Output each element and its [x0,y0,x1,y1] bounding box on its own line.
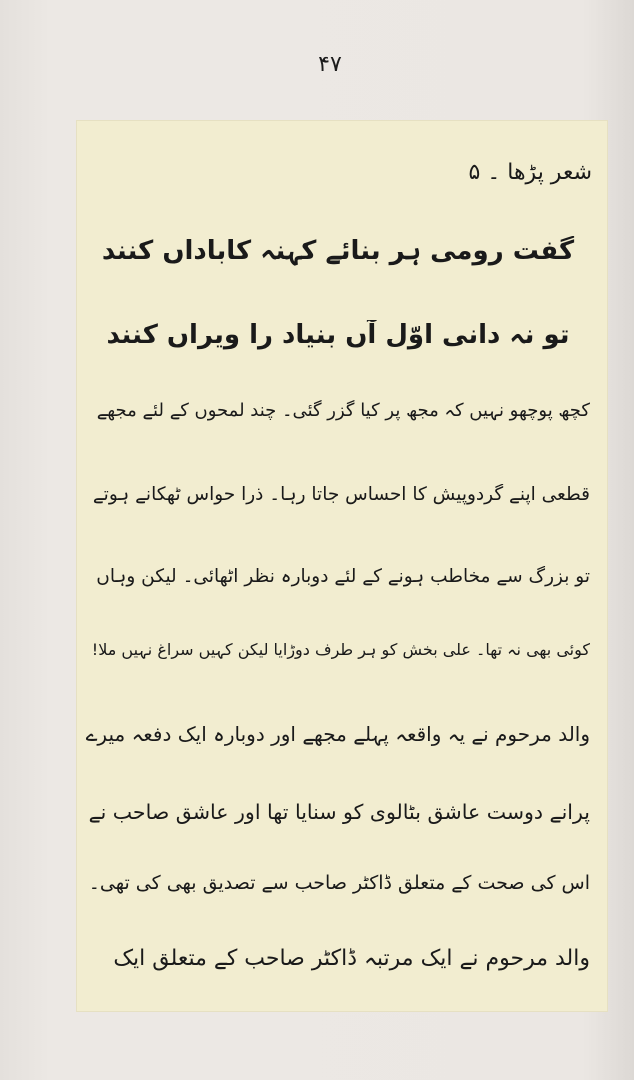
paragraph-line: اس کی صحت کے متعلق ڈاکٹر صاحب سے تصدیق بھی کی تھی۔ [88,872,590,894]
paragraph-line: والد مرحوم نے یہ واقعہ پہلے مجھے اور دوبارہ ایک دفعہ میرے [86,722,590,746]
paragraph-line: والد مرحوم نے ایک مرتبہ ڈاکٹر صاحب کے متعلق ایک [113,946,590,971]
verse-line-1: گفت رومی ہر بنائے کہنہ کاباداں کنند [101,236,575,266]
paragraph-line: کوئی بھی نہ تھا۔ علی بخش کو ہر طرف دوڑایا لیکن کہیں سراغ نہیں ملا! [91,640,590,659]
paragraph-line: پرانے دوست عاشق بٹالوی کو سنایا تھا اور عاشق صاحب نے [88,800,590,824]
page-number: ۴۷ [318,52,342,77]
section-heading: شعر پڑھا ۔ ۵ [468,160,592,185]
paragraph-line: تو بزرگ سے مخاطب ہونے کے لئے دوبارہ نظر اٹھائی۔ لیکن وہاں [96,566,590,587]
paragraph-line: کچھ پوچھو نہیں کہ مجھ پر کیا گزر گئی۔ چند لمحوں کے لئے مجھے [96,400,590,421]
paragraph-line: قطعی اپنے گردوپیش کا احساس جاتا رہا۔ ذرا حواس ٹھکانے ہوتے [92,484,590,505]
verse-line-2: تو نہ دانی اوّل آں بنیاد را ویراں کنند [106,320,570,350]
